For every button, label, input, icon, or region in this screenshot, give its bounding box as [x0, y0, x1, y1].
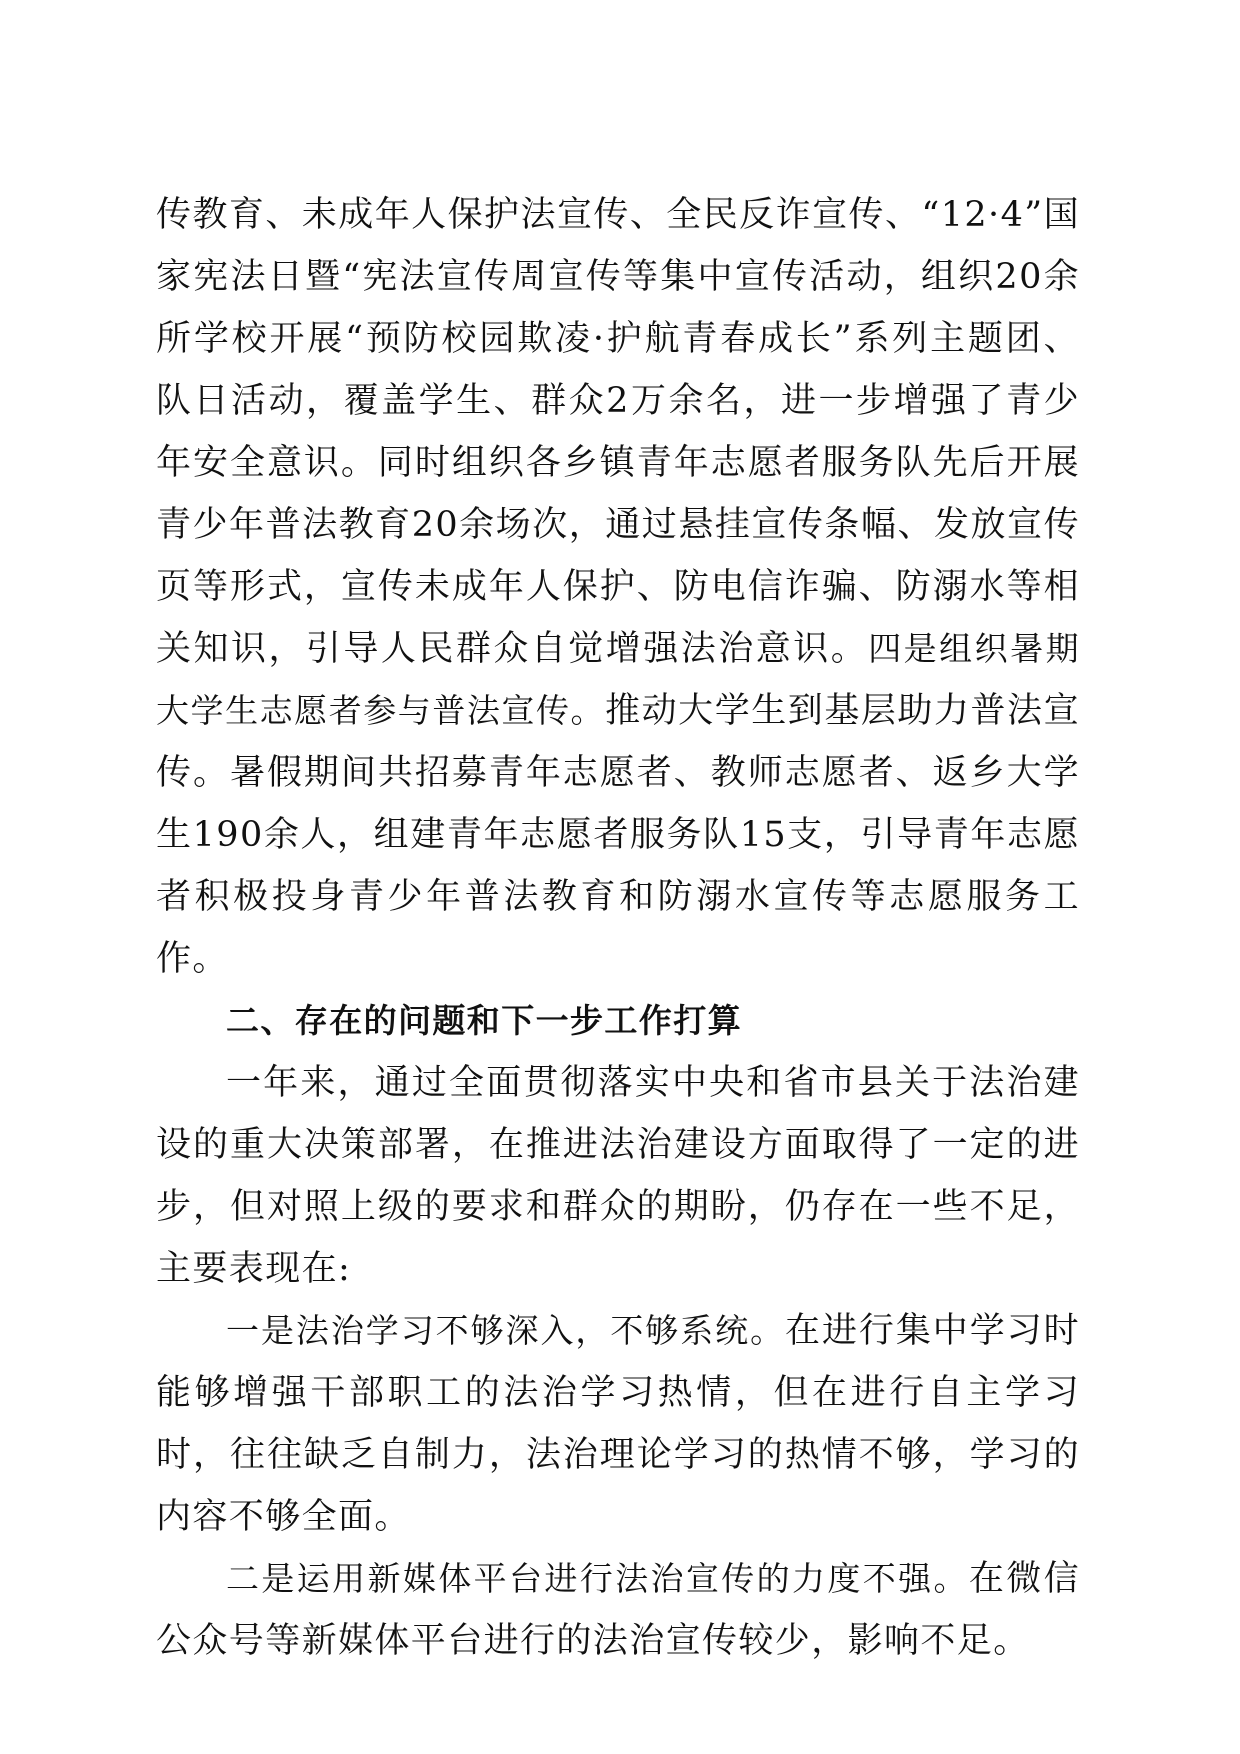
paragraph-text: 在微信公众号等新媒体平台进行的法治宣传较少，影响不足。 [156, 1559, 1080, 1661]
paragraph-text: 推动大学生到基层助力普法宣传。暑假期间共招募青年志愿者、教师志愿者、返乡大学生190余人，组建青年志愿者服务队15支，引导青年志愿者积极投身青少年普法教育和防溺水宣传等志愿服务工作。 [156, 691, 1081, 979]
paragraph-overview: 一年来，通过全面贯彻落实中央和省市县关于法治建设的重大决策部署，在推进法治建设方面取得了一定的进步，但对照上级的要求和群众的期盼，仍存在一些不足，主要表现在: [156, 1063, 1080, 1289]
lead-sentence: 四是组织暑期大学生志愿者参与普法宣传。 [156, 629, 1081, 730]
paragraph-issue-two [156, 1548, 1080, 1672]
paragraph-publicity-activities [156, 184, 1080, 990]
paragraph-issue-one [156, 1300, 1080, 1548]
paragraph-text: 在进行集中学习时能够增强干部职工的法治学习热情，但在进行自主学习时，往往缺乏自制力，法治理论学习的热情不够，学习的内容不够全面。 [156, 1311, 1081, 1537]
lead-sentence: 一是法治学习不够深入，不够系统。 [226, 1311, 786, 1350]
section-heading: 二、存在的问题和下一步工作打算 [226, 1001, 742, 1040]
document-body [156, 184, 1080, 1672]
lead-sentence: 二是运用新媒体平台进行法治宣传的力度不强。 [226, 1559, 969, 1598]
paragraph-text: 传教育、未成年人保护法宣传、全民反诈宣传、“12·4”国家宪法日暨“宪法宣传周宣传等集中宣传活动，组织20余所学校开展“预防校园欺凌·护航青春成长”系列主题团、队日活动，覆盖学生、群众2万余名，进一步增强了青少年安全意识。同时组织各乡镇青年志愿者服务队先后开展青少年普法教育20余场次，通过悬挂宣传条幅、发放宣传页等形式，宣传未成年人保护、防电信诈骗、防溺水等相关知识，引导人民群众自觉增强法治意识。 [156, 195, 1080, 669]
